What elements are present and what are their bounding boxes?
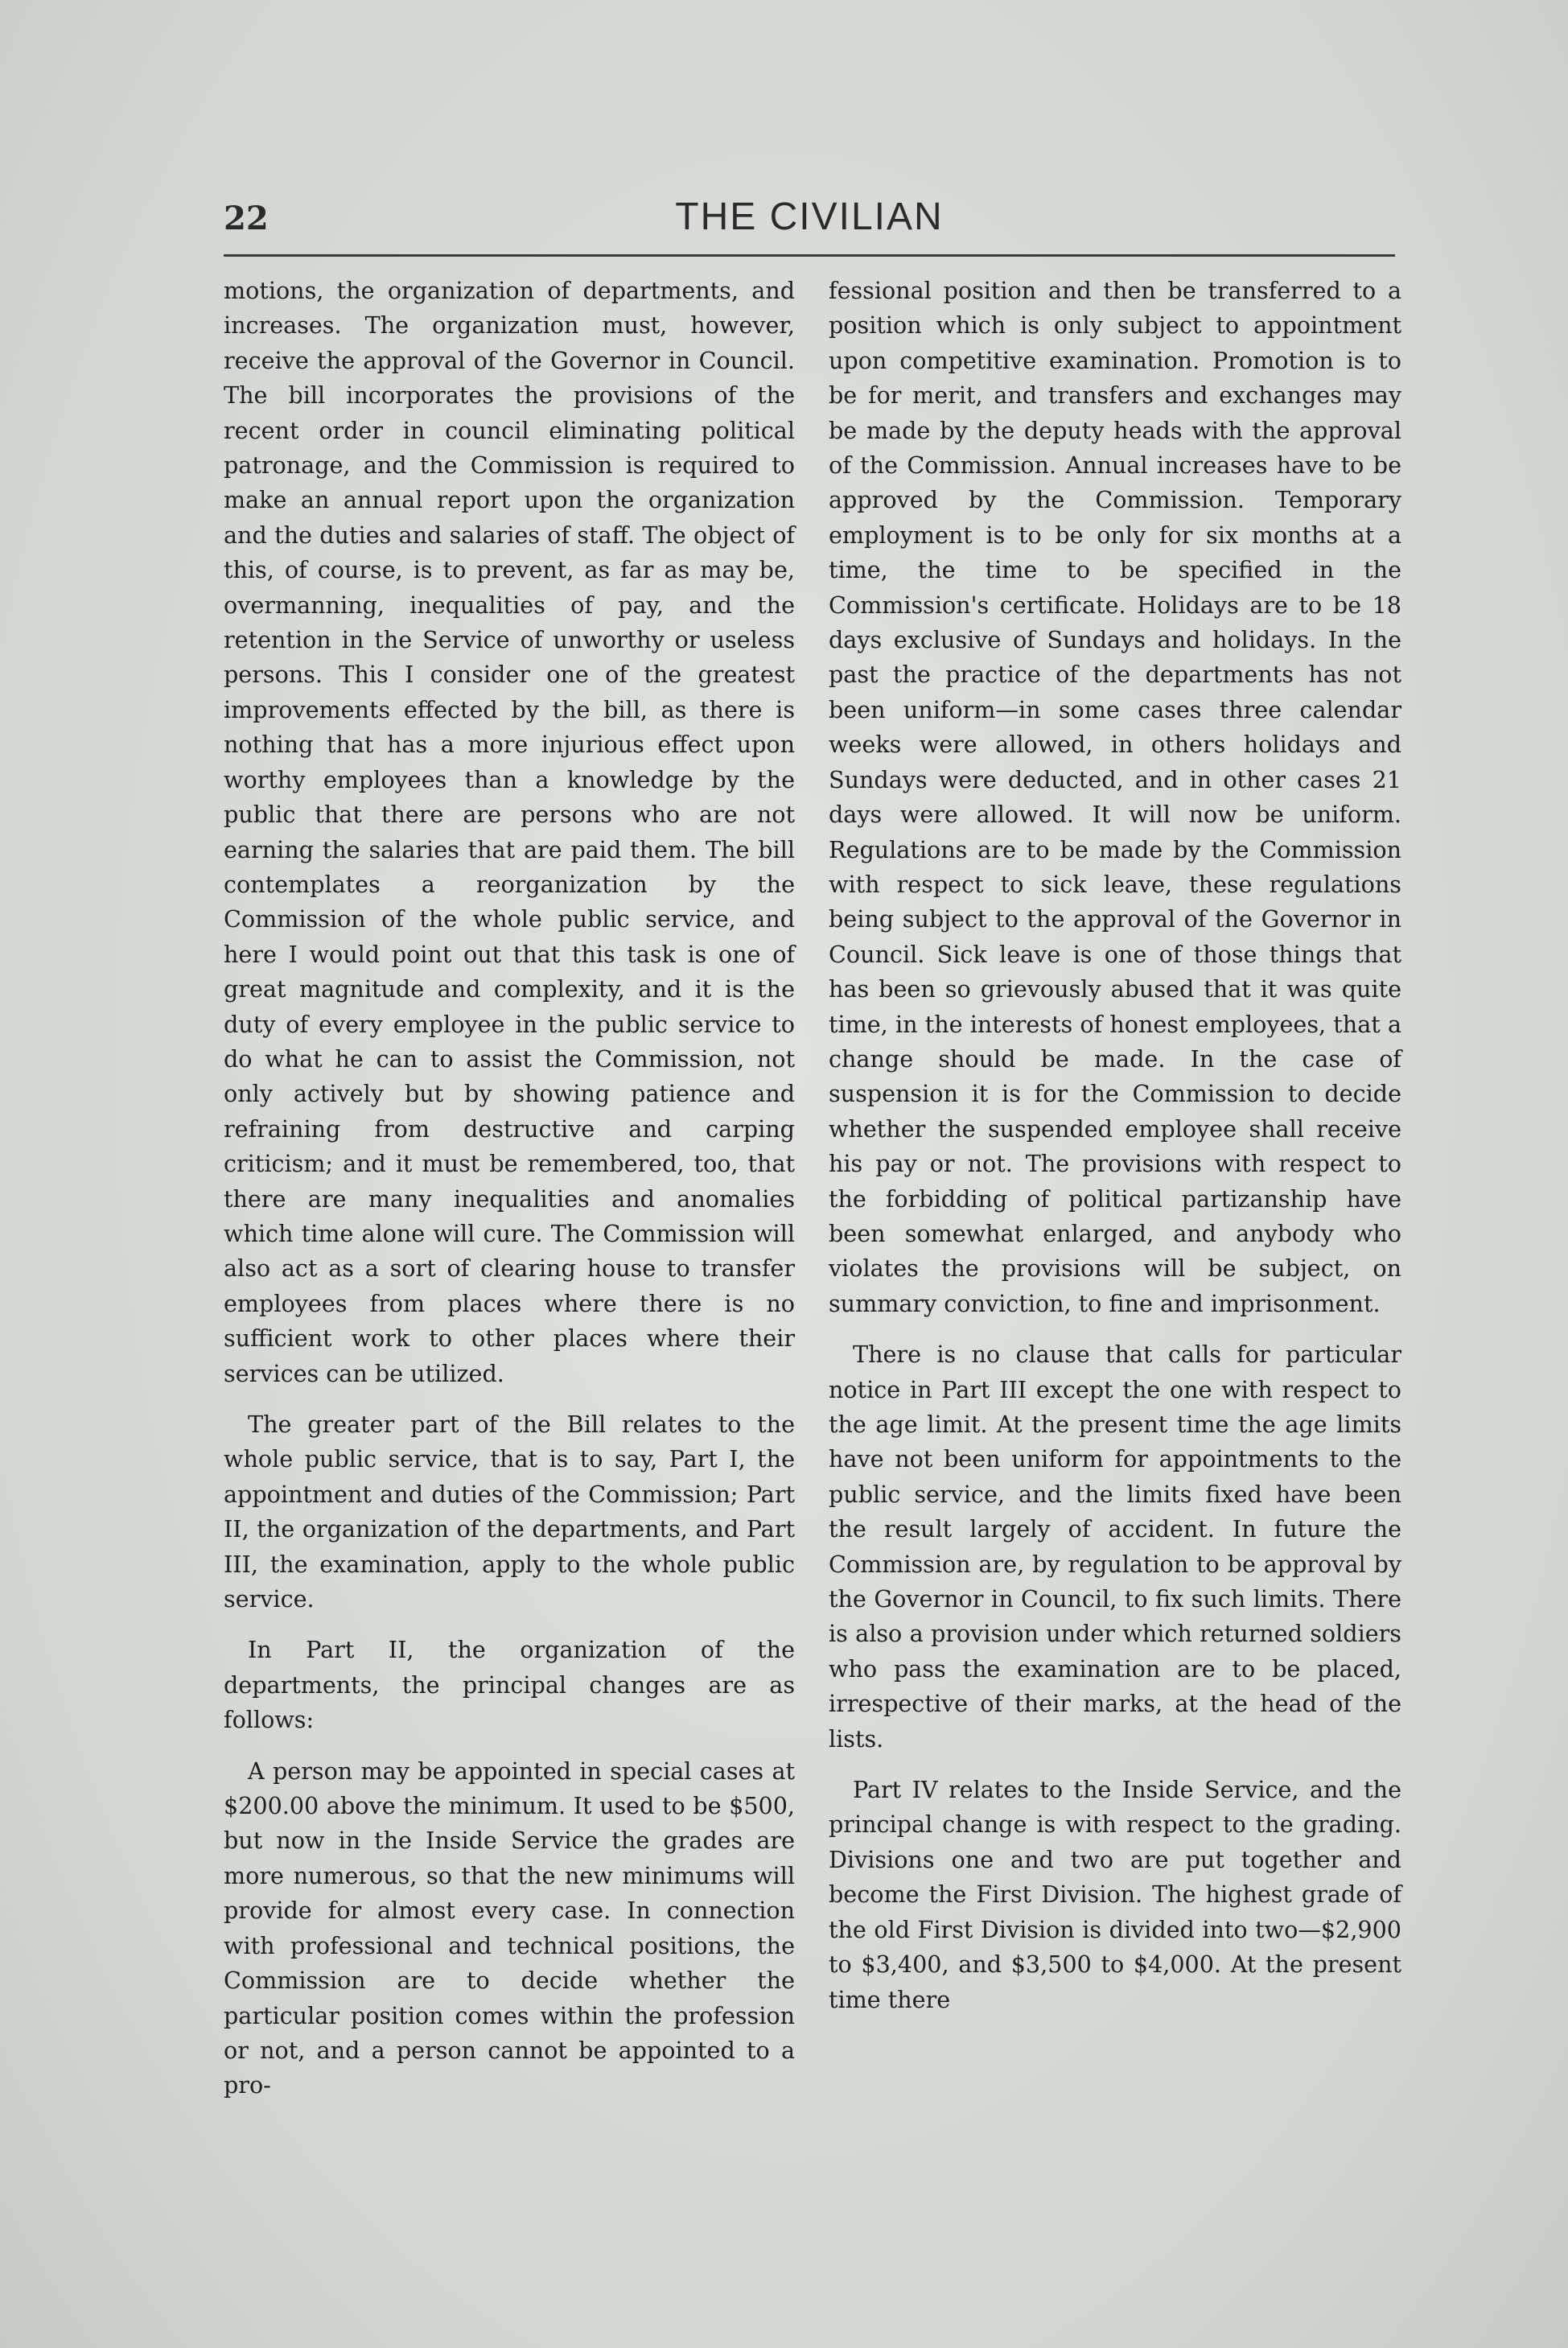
right-column (829, 274, 1401, 2033)
page-header (224, 192, 1395, 248)
paragraph: In Part II, the organization of the departments, the principal changes are as follows: (224, 1636, 795, 1734)
paragraph: A person may be appointed in special cases at $200.00 above the minimum. It used to be $500, but now in the Inside Service the grades are more numerous, so that the new minimums will provide for almost every case. In connection with professional and technical positions, the Commission are to decide whether the particular position comes within the profession or not, and a person cannot be appointed to a pro- (224, 1757, 795, 2099)
running-title: THE CIVILIAN (675, 196, 944, 238)
paragraph: fessional position and then be transferred to a position which is only subject to appointment upon competitive examination. Promotion is to be for merit, and transfers and exchanges may be made by the deputy heads with the approval of the Commission. Annual increases have to be approved by the Commission. Temporary employment is to be only for six months at a time, the time to be specified in the Commission's certificate. Holidays are to be 18 days exclusive of Sundays and holidays. In the past the practice of the departments has not been uniform—in some cases three calendar weeks were allowed, in others holidays and Sundays were deducted, and in other cases 21 days were allowed. It will now be uniform. Regulations are to be made by the Commission with respect to sick leave, these regulations being subject to the approval of the Governor in Council. Sick leave is one of those things that has been so grievously abused that it was quite time, in the interests of honest employees, that a change should be made. In the case of suspension it is for the Commission to decide whether the suspended employee shall receive his pay or not. The provisions with respect to the forbidding of political partizanship have been somewhat enlarged, and anybody who violates the provisions will be subject, on summary conviction, to fine and imprisonment. (829, 277, 1401, 1317)
paragraph: The greater part of the Bill relates to the whole public service, that is to say, Part I, the appointment and duties of the Commission; Part II, the organization of the departments, and Part III, the examination, apply to the whole public service. (224, 1411, 795, 1613)
paragraph: Part IV relates to the Inside Service, and the principal change is with respect to the grading. Divisions one and two are put together and become the First Division. The highest grade of the old First Division is divided into two—$2,900 to $3,400, and $3,500 to $4,000. At the present time there (829, 1776, 1401, 2013)
paragraph: There is no clause that calls for particular notice in Part III except the one with respect to the age limit. At the present time the age limits have not been uniform for appointments to the public service, and the limits fixed have been the result largely of accident. In future the Commission are, by regulation to be approval by the Governor in Council, to fix such limits. There is also a provision under which returned soldiers who pass the examination are to be placed, irrespective of their marks, at the head of the lists. (829, 1341, 1401, 1753)
header-rule (224, 254, 1395, 257)
paragraph: motions, the organization of departments, and increases. The organization must, however, receive the approval of the Governor in Council. The bill incorporates the provisions of the recent order in council eliminating political patronage, and the Commission is required to make an annual report upon the organization and the duties and salaries of staff. The object of this, of course, is to prevent, as far as may be, overmanning, inequalities of pay, and the retention in the Service of unworthy or useless persons. This I consider one of the greatest improvements effected by the bill, as there is nothing that has a more injurious effect upon worthy employees than a knowledge by the public that there are persons who are not earning the salaries that are paid them. The bill contemplates a reorganization by the Commission of the whole public service, and here I would point out that this task is one of great magnitude and complexity, and it is the duty of every employee in the public service to do what he can to assist the Commission, not only actively but by showing patience and refraining from destructive and carping criticism; and it must be remembered, too, that there are many inequalities and anomalies which time alone will cure. The Commission will also act as a sort of clearing house to transfer employees from places where there is no sufficient work to other places where their services can be utilized. (224, 277, 795, 1387)
left-column (224, 274, 795, 2119)
page-number: 22 (224, 200, 269, 237)
